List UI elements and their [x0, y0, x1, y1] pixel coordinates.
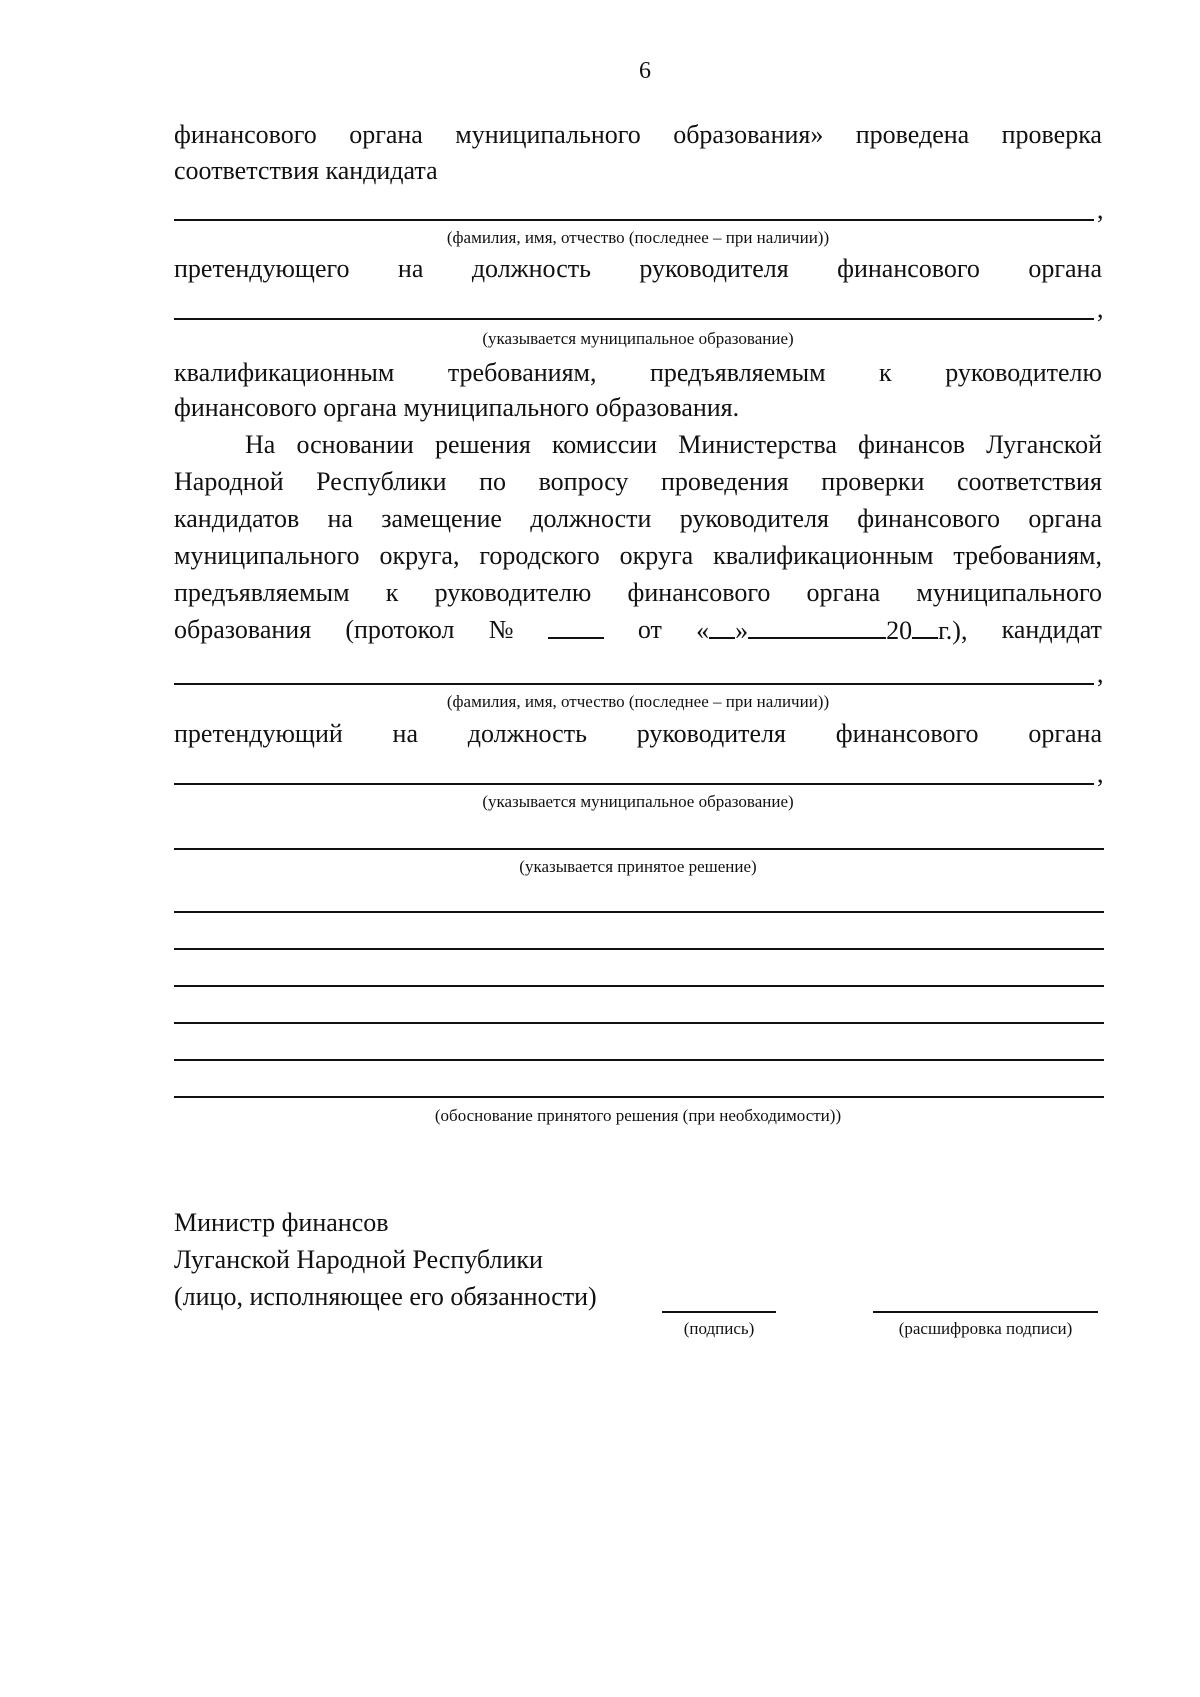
word: основании — [296, 430, 414, 459]
word: решения — [434, 430, 531, 459]
word: городского — [479, 541, 600, 570]
word: претендующий — [174, 719, 343, 748]
decision-line-5 — [174, 578, 1102, 608]
word: руководителя — [679, 504, 829, 533]
quote-open: « — [696, 616, 710, 645]
word: претендующего — [174, 254, 350, 283]
decision-caption: (указывается принятое решение) — [519, 857, 757, 876]
word: муниципального — [455, 120, 641, 149]
pretending-line-2 — [174, 719, 1102, 749]
intro-line-1 — [174, 120, 1102, 150]
word: финансового — [174, 120, 317, 149]
word: финансового — [837, 254, 980, 283]
comma: , — [1097, 759, 1104, 788]
word: должность — [467, 719, 587, 748]
word: предъявляемым — [174, 578, 350, 607]
protocol-date — [696, 615, 967, 646]
word: финансов — [858, 430, 965, 459]
signature-title-2: Луганской Народной Республики — [174, 1245, 543, 1274]
word: квалификационным — [713, 541, 934, 570]
fio-caption-1: (фамилия, имя, отчество (последнее – при наличии)) — [446, 228, 830, 247]
signature-title-1: Министр финансов — [174, 1208, 389, 1237]
word: на — [397, 254, 424, 283]
year-prefix: 20 — [886, 616, 913, 645]
word: финансового — [857, 504, 1001, 533]
word: проведена — [855, 120, 970, 149]
word: к — [879, 358, 892, 387]
word: кандидатов — [174, 504, 300, 533]
fio-blank-1[interactable] — [174, 219, 1094, 221]
justification-caption: (обоснование принятого решения (при необходимости)) — [434, 1106, 842, 1125]
comma: , — [1097, 659, 1104, 688]
decision-line-3 — [174, 504, 1102, 534]
fio-blank-2[interactable] — [174, 683, 1094, 685]
year-suffix: г.), — [938, 616, 968, 645]
word: соответствия — [956, 467, 1102, 496]
word: образования — [174, 615, 312, 644]
word: образования» — [673, 120, 824, 149]
decision-blank[interactable] — [174, 848, 1104, 850]
word: Народной — [174, 467, 284, 496]
word: вопросу — [538, 467, 629, 496]
word: Республики — [316, 467, 447, 496]
signature-caption: (подпись) — [683, 1319, 755, 1338]
municipality-caption-2: (указывается муниципальное образование) — [482, 792, 794, 811]
decision-line-2 — [174, 467, 1102, 497]
comma: , — [1097, 294, 1104, 323]
protocol-number-blank[interactable] — [548, 615, 604, 639]
day-blank[interactable] — [709, 615, 735, 639]
month-blank[interactable] — [748, 615, 886, 639]
justification-blank[interactable] — [174, 948, 1104, 950]
word: органа — [1028, 504, 1102, 533]
qualification-line-1 — [174, 358, 1102, 388]
word: (протокол — [345, 615, 455, 644]
word: руководителю — [945, 358, 1102, 387]
word: № — [488, 615, 514, 644]
word: округа, — [379, 541, 460, 570]
word: органа — [1028, 719, 1102, 748]
word: квалификационным — [174, 358, 395, 387]
word: предъявляемым — [650, 358, 826, 387]
justification-blank[interactable] — [174, 1096, 1104, 1098]
word: округа — [619, 541, 694, 570]
quote-close: » — [735, 616, 749, 645]
word: проведения — [660, 467, 789, 496]
word: должность — [471, 254, 591, 283]
word: руководителя — [639, 254, 789, 283]
intro-line-2: соответствия кандидата — [174, 156, 438, 185]
decision-line-6 — [174, 615, 1102, 646]
word: На — [245, 430, 276, 459]
word: муниципального — [174, 541, 360, 570]
word: Луганской — [986, 430, 1102, 459]
word: финансового — [627, 578, 771, 607]
municipality-blank-2[interactable] — [174, 783, 1094, 785]
qualification-line-2: финансового органа муниципального образования. — [174, 393, 740, 422]
municipality-caption-1: (указывается муниципальное образование) — [482, 329, 794, 348]
word: комиссии — [551, 430, 658, 459]
word: от — [637, 615, 662, 644]
justification-blank[interactable] — [174, 911, 1104, 913]
municipality-blank-1[interactable] — [174, 318, 1094, 320]
word: замещение — [381, 504, 502, 533]
word: на — [327, 504, 353, 533]
justification-blank[interactable] — [174, 1059, 1104, 1061]
word: руководителю — [434, 578, 592, 607]
signature-decode-caption: (расшифровка подписи) — [898, 1319, 1073, 1338]
word: органа — [806, 578, 881, 607]
word: должности — [530, 504, 652, 533]
word: к — [385, 578, 399, 607]
word: органа — [349, 120, 423, 149]
comma: , — [1097, 195, 1104, 224]
word: Министерства — [678, 430, 837, 459]
justification-blank[interactable] — [174, 985, 1104, 987]
year-blank[interactable] — [912, 615, 938, 639]
word: требованиям, — [953, 541, 1102, 570]
word: проверка — [1001, 120, 1102, 149]
word: на — [392, 719, 419, 748]
decision-line-1 — [245, 430, 1102, 460]
decision-line-4 — [174, 541, 1102, 571]
pretending-line-1 — [174, 254, 1102, 284]
word: финансового — [835, 719, 979, 748]
word: проверки — [821, 467, 925, 496]
word: требованиям, — [447, 358, 597, 387]
signature-title-3: (лицо, исполняющее его обязанности) — [174, 1282, 597, 1311]
fio-caption-2: (фамилия, имя, отчество (последнее – при наличии)) — [446, 692, 830, 711]
signature-blank[interactable] — [662, 1311, 776, 1313]
word: руководителя — [636, 719, 786, 748]
justification-blank[interactable] — [174, 1022, 1104, 1024]
word: муниципального — [916, 578, 1102, 607]
word: по — [479, 467, 507, 496]
word: кандидат — [1001, 615, 1102, 644]
page-number: 6 — [639, 58, 651, 84]
word: органа — [1028, 254, 1102, 283]
signature-decode-blank[interactable] — [873, 1311, 1098, 1313]
